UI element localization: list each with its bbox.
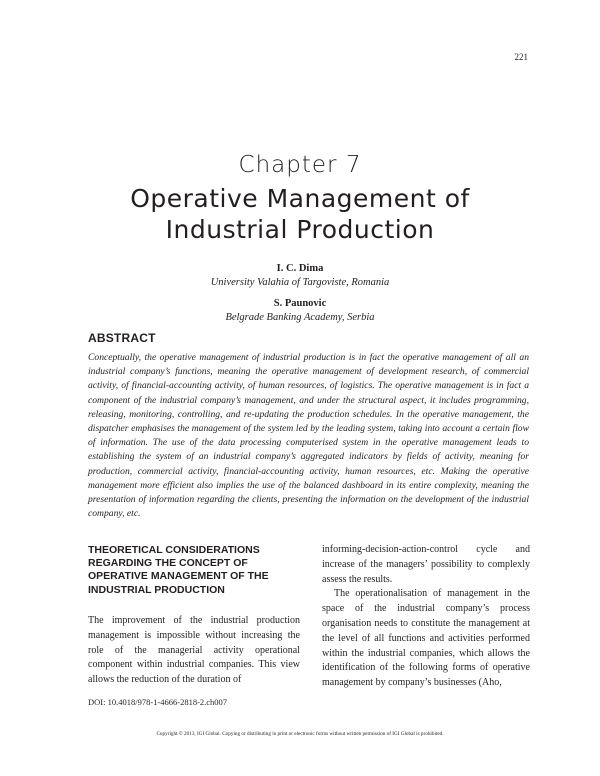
chapter-title (60, 183, 540, 245)
section-heading: THEORETICAL CONSIDERATIONS REGARDING THE CONCEPT OF OPERATIVE MANAGEMENT OF THE INDUSTRIAL PRODUCTION (88, 544, 269, 596)
doi-reference: DOI: 10.4018/978-1-4666-2818-2.ch007 (88, 697, 228, 707)
copyright-notice: Copyright © 2013, IGI Global. Copying or distributing in print or electronic forms without written permission of IGI Global is prohibited. (156, 731, 444, 737)
right-column (322, 543, 530, 691)
abstract-text: Conceptually, the operative management of industrial production is in fact the operative management of all an industrial company’s functions, meaning the operative management of development research, of commercial activity, of financial-accounting activity, of human resources, of logistics. The operative management is in fact a component of the industrial company’s management, and under the structural aspect, it includes programming, releasing, monitoring, controlling, and re-updating the production schedules. In the operative management, the dispatcher emphasises the management of the system led by the leading system, taking into account a certain flow of information. The use of the data processing computerised system in the operative management leads to establishing the system of an industrial company’s aggregated indicators by fields of activity, meaning for production, commercial activity, financial-accounting activity, human resources, etc. Making the operative management more efficient also implies the use of the balanced dashboard in its entire complexity, meaning the presentation of information regarding the clients, presenting the information on the development of the industrial company, etc. (88, 352, 529, 520)
author-affiliation: University Valahia of Targoviste, Romania (210, 277, 390, 288)
body-paragraph: The operationalisation of management in the space of the industrial company’s process organisation needs to constitute the management at the level of all functions and activities performed within the industrial companies, which allows the identification of the following forms of operative management by company’s businesses (Aho, (322, 588, 530, 689)
page-number: 221 (514, 52, 528, 62)
author-affiliation: Belgrade Banking Academy, Serbia (225, 312, 375, 323)
author-name: S. Paunovic (273, 298, 327, 309)
author-name: I. C. Dima (276, 263, 324, 274)
body-paragraph: informing-decision-action-control cycle and increase of the managers’ possibility to complexly assess the results. (322, 544, 530, 585)
chapter-title-line: Industrial Production (165, 215, 435, 244)
chapter-title-line: Operative Management of (130, 184, 470, 213)
chapter-label: Chapter 7 (238, 152, 362, 178)
body-paragraph: The improvement of the industrial production management is impossible without increasing the role of the managerial activity operational component within industrial companies. This view allows the reduction of the duration of (88, 615, 300, 686)
abstract-heading: ABSTRACT (88, 331, 156, 345)
